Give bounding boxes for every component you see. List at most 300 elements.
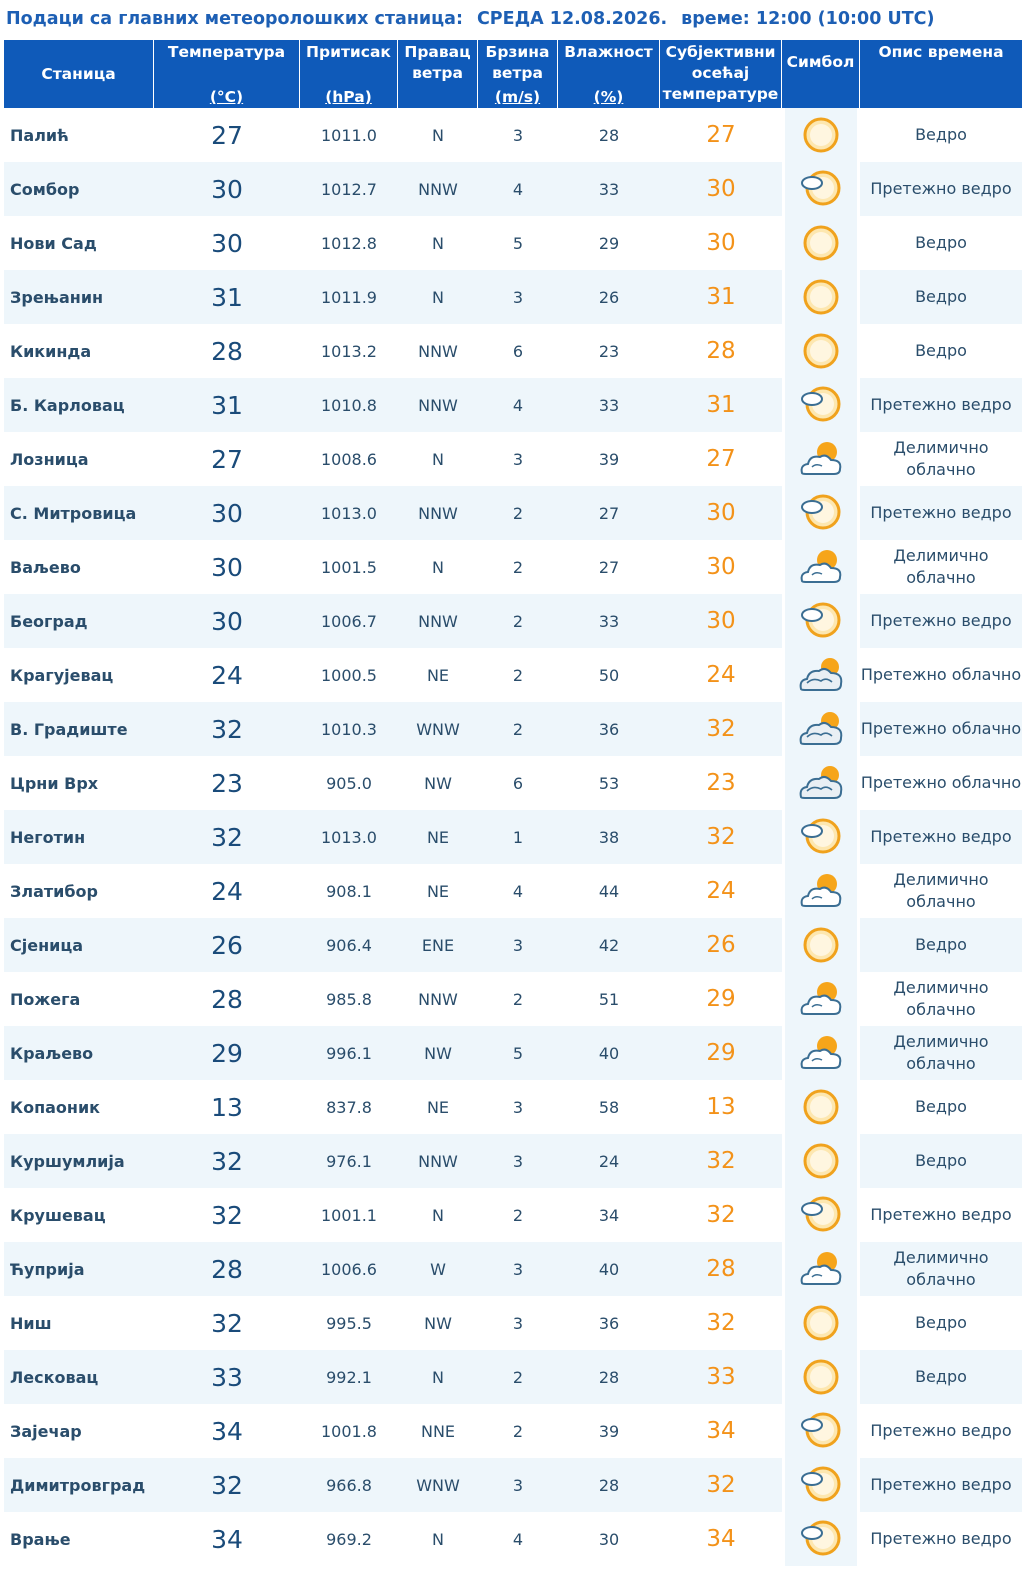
- wind-direction-value: N: [398, 1350, 478, 1404]
- wind-direction-value: NNW: [398, 1134, 478, 1188]
- wind-direction-value: ENE: [398, 918, 478, 972]
- weather-description: Ведро: [860, 270, 1022, 324]
- sun-icon: [796, 1301, 846, 1345]
- table-row: [4, 1188, 1022, 1242]
- weather-symbol-cell: [782, 1458, 860, 1512]
- pressure-value: 992.1: [300, 1350, 398, 1404]
- temperature-value: 28: [154, 324, 300, 378]
- weather-description: Претежно облачно: [860, 756, 1022, 810]
- table-row: [4, 702, 1022, 756]
- temperature-value: 26: [154, 918, 300, 972]
- header-symbol: Симбол: [782, 40, 860, 108]
- sun-icon: [796, 221, 846, 265]
- weather-stations-table: [4, 40, 1022, 1566]
- pressure-value: 976.1: [300, 1134, 398, 1188]
- weather-description: Претежно ведро: [860, 378, 1022, 432]
- temperature-value: 32: [154, 1296, 300, 1350]
- humidity-value: 39: [558, 1404, 660, 1458]
- sun-icon: [796, 329, 846, 373]
- temperature-value: 13: [154, 1080, 300, 1134]
- table-row: [4, 162, 1022, 216]
- humidity-value: 39: [558, 432, 660, 486]
- sun-small-cloud-icon: [796, 1463, 846, 1507]
- sun-icon: [796, 275, 846, 319]
- pressure-value: 1013.0: [300, 486, 398, 540]
- feels-like-value: 34: [660, 1404, 782, 1458]
- wind-speed-value: 1: [478, 810, 558, 864]
- table-row: [4, 918, 1022, 972]
- wind-direction-value: N: [398, 108, 478, 162]
- pressure-value: 996.1: [300, 1026, 398, 1080]
- temperature-value: 31: [154, 378, 300, 432]
- pressure-value: 1000.5: [300, 648, 398, 702]
- mostly-cloudy-icon: [796, 707, 846, 751]
- humidity-value: 53: [558, 756, 660, 810]
- humidity-value: 27: [558, 486, 660, 540]
- weather-symbol-cell: [782, 1512, 860, 1566]
- mostly-cloudy-icon: [796, 653, 846, 697]
- humidity-value: 58: [558, 1080, 660, 1134]
- weather-symbol-cell: [782, 1404, 860, 1458]
- sun-small-cloud-icon: [796, 167, 846, 211]
- humidity-value: 29: [558, 216, 660, 270]
- humidity-value: 30: [558, 1512, 660, 1566]
- feels-like-value: 32: [660, 1188, 782, 1242]
- temperature-value: 32: [154, 702, 300, 756]
- wind-speed-value: 2: [478, 1404, 558, 1458]
- weather-description: Делимично облачно: [860, 864, 1022, 918]
- table-row: [4, 378, 1022, 432]
- temperature-value: 28: [154, 972, 300, 1026]
- table-row: [4, 1242, 1022, 1296]
- humidity-value: 26: [558, 270, 660, 324]
- weather-description: Претежно ведро: [860, 594, 1022, 648]
- weather-description: Ведро: [860, 108, 1022, 162]
- humidity-value: 51: [558, 972, 660, 1026]
- table-row: [4, 1350, 1022, 1404]
- wind-direction-value: N: [398, 270, 478, 324]
- temperature-value: 24: [154, 648, 300, 702]
- weather-symbol-cell: [782, 594, 860, 648]
- wind-direction-value: NE: [398, 1080, 478, 1134]
- mostly-cloudy-icon: [796, 761, 846, 805]
- feels-like-value: 30: [660, 216, 782, 270]
- temperature-value: 34: [154, 1512, 300, 1566]
- temperature-value: 32: [154, 1134, 300, 1188]
- feels-like-value: 32: [660, 1458, 782, 1512]
- partly-cloudy-icon: [796, 1031, 846, 1075]
- station-name: Београд: [4, 594, 154, 648]
- wind-direction-value: N: [398, 216, 478, 270]
- wind-direction-value: N: [398, 1188, 478, 1242]
- feels-like-value: 31: [660, 270, 782, 324]
- feels-like-value: 30: [660, 162, 782, 216]
- sun-small-cloud-icon: [796, 1193, 846, 1237]
- station-name: Лозница: [4, 432, 154, 486]
- title-day-date: СРЕДА 12.08.2026.: [476, 9, 668, 29]
- sun-small-cloud-icon: [796, 1517, 846, 1561]
- temperature-value: 30: [154, 216, 300, 270]
- pressure-value: 1006.7: [300, 594, 398, 648]
- weather-symbol-cell: [782, 810, 860, 864]
- feels-like-value: 31: [660, 378, 782, 432]
- temperature-value: 27: [154, 432, 300, 486]
- table-row: [4, 1134, 1022, 1188]
- wind-direction-value: W: [398, 1242, 478, 1296]
- temperature-value: 32: [154, 810, 300, 864]
- sun-icon: [796, 923, 846, 967]
- feels-like-value: 29: [660, 1026, 782, 1080]
- weather-symbol-cell: [782, 648, 860, 702]
- header-row: [4, 40, 1022, 108]
- temperature-value: 27: [154, 108, 300, 162]
- humidity-value: 40: [558, 1242, 660, 1296]
- weather-description: Ведро: [860, 216, 1022, 270]
- temperature-value: 34: [154, 1404, 300, 1458]
- sun-small-cloud-icon: [796, 491, 846, 535]
- weather-description: Претежно ведро: [860, 1458, 1022, 1512]
- station-name: Врање: [4, 1512, 154, 1566]
- wind-direction-value: N: [398, 1512, 478, 1566]
- title-time: време: 12:00 (10:00 UTC): [681, 9, 935, 29]
- title-prefix: Подаци са главних метеоролошких станица:: [6, 9, 463, 29]
- feels-like-value: 24: [660, 648, 782, 702]
- humidity-value: 38: [558, 810, 660, 864]
- wind-direction-value: N: [398, 540, 478, 594]
- sun-small-cloud-icon: [796, 1409, 846, 1453]
- pressure-value: 1013.0: [300, 810, 398, 864]
- weather-description: Ведро: [860, 324, 1022, 378]
- station-name: Сомбор: [4, 162, 154, 216]
- header-humidity: Влажност (%): [558, 40, 660, 108]
- table-row: [4, 1404, 1022, 1458]
- wind-speed-value: 3: [478, 108, 558, 162]
- station-name: Куршумлија: [4, 1134, 154, 1188]
- wind-direction-value: NNW: [398, 324, 478, 378]
- weather-description: Претежно ведро: [860, 1404, 1022, 1458]
- table-body: [4, 108, 1022, 1566]
- weather-description: Делимично облачно: [860, 1026, 1022, 1080]
- weather-symbol-cell: [782, 1350, 860, 1404]
- feels-like-value: 27: [660, 432, 782, 486]
- header-wind-speed: Брзина ветра (m/s): [478, 40, 558, 108]
- station-name: С. Митровица: [4, 486, 154, 540]
- wind-speed-value: 3: [478, 1242, 558, 1296]
- table-row: [4, 864, 1022, 918]
- humidity-value: 36: [558, 702, 660, 756]
- wind-speed-value: 6: [478, 324, 558, 378]
- table-row: [4, 1080, 1022, 1134]
- header-temperature: Температура (°C): [154, 40, 300, 108]
- station-name: Димитровград: [4, 1458, 154, 1512]
- humidity-value: 27: [558, 540, 660, 594]
- weather-symbol-cell: [782, 270, 860, 324]
- wind-speed-value: 3: [478, 270, 558, 324]
- temperature-value: 30: [154, 540, 300, 594]
- station-name: Ваљево: [4, 540, 154, 594]
- table-row: [4, 270, 1022, 324]
- feels-like-value: 32: [660, 1296, 782, 1350]
- header-description: Опис времена: [860, 40, 1022, 108]
- pressure-value: 1011.9: [300, 270, 398, 324]
- temperature-value: 29: [154, 1026, 300, 1080]
- station-name: Краљево: [4, 1026, 154, 1080]
- feels-like-value: 30: [660, 486, 782, 540]
- weather-symbol-cell: [782, 756, 860, 810]
- humidity-value: 23: [558, 324, 660, 378]
- weather-description: Ведро: [860, 1350, 1022, 1404]
- wind-speed-value: 2: [478, 1188, 558, 1242]
- pressure-value: 908.1: [300, 864, 398, 918]
- weather-symbol-cell: [782, 486, 860, 540]
- station-name: Златибор: [4, 864, 154, 918]
- pressure-value: 1012.8: [300, 216, 398, 270]
- pressure-value: 1013.2: [300, 324, 398, 378]
- temperature-value: 33: [154, 1350, 300, 1404]
- feels-like-value: 30: [660, 594, 782, 648]
- station-name: Кикинда: [4, 324, 154, 378]
- pressure-value: 1011.0: [300, 108, 398, 162]
- wind-direction-value: NNW: [398, 972, 478, 1026]
- weather-description: Претежно ведро: [860, 162, 1022, 216]
- table-row: [4, 756, 1022, 810]
- header-pressure: Притисак (hPa): [300, 40, 398, 108]
- humidity-value: 28: [558, 1458, 660, 1512]
- weather-description: Претежно ведро: [860, 1188, 1022, 1242]
- feels-like-value: 28: [660, 1242, 782, 1296]
- wind-speed-value: 6: [478, 756, 558, 810]
- humidity-value: 28: [558, 1350, 660, 1404]
- wind-speed-value: 2: [478, 648, 558, 702]
- temperature-value: 32: [154, 1458, 300, 1512]
- weather-symbol-cell: [782, 864, 860, 918]
- feels-like-value: 26: [660, 918, 782, 972]
- wind-direction-value: WNW: [398, 702, 478, 756]
- partly-cloudy-icon: [796, 437, 846, 481]
- weather-description: Ведро: [860, 1080, 1022, 1134]
- wind-direction-value: NE: [398, 810, 478, 864]
- weather-description: Делимично облачно: [860, 540, 1022, 594]
- pressure-value: 905.0: [300, 756, 398, 810]
- humidity-value: 24: [558, 1134, 660, 1188]
- weather-symbol-cell: [782, 540, 860, 594]
- feels-like-value: 33: [660, 1350, 782, 1404]
- feels-like-value: 32: [660, 1134, 782, 1188]
- weather-description: Претежно облачно: [860, 702, 1022, 756]
- wind-speed-value: 2: [478, 1350, 558, 1404]
- wind-speed-value: 5: [478, 216, 558, 270]
- partly-cloudy-icon: [796, 977, 846, 1021]
- station-name: В. Градиште: [4, 702, 154, 756]
- feels-like-value: 23: [660, 756, 782, 810]
- partly-cloudy-icon: [796, 869, 846, 913]
- station-name: Ћуприја: [4, 1242, 154, 1296]
- wind-direction-value: NNW: [398, 486, 478, 540]
- wind-speed-value: 3: [478, 918, 558, 972]
- station-name: Неготин: [4, 810, 154, 864]
- station-name: Зајечар: [4, 1404, 154, 1458]
- wind-direction-value: NE: [398, 648, 478, 702]
- wind-speed-value: 2: [478, 594, 558, 648]
- humidity-value: 33: [558, 378, 660, 432]
- weather-symbol-cell: [782, 1242, 860, 1296]
- weather-symbol-cell: [782, 972, 860, 1026]
- feels-like-value: 34: [660, 1512, 782, 1566]
- table-row: [4, 648, 1022, 702]
- temperature-value: 28: [154, 1242, 300, 1296]
- humidity-value: 28: [558, 108, 660, 162]
- weather-description: Претежно облачно: [860, 648, 1022, 702]
- weather-description: Ведро: [860, 918, 1022, 972]
- sun-small-cloud-icon: [796, 599, 846, 643]
- weather-symbol-cell: [782, 432, 860, 486]
- temperature-value: 31: [154, 270, 300, 324]
- wind-speed-value: 2: [478, 972, 558, 1026]
- pressure-value: 1001.5: [300, 540, 398, 594]
- wind-direction-value: NNW: [398, 594, 478, 648]
- temperature-value: 30: [154, 162, 300, 216]
- weather-symbol-cell: [782, 1188, 860, 1242]
- wind-direction-value: NW: [398, 1026, 478, 1080]
- wind-direction-value: N: [398, 432, 478, 486]
- humidity-value: 34: [558, 1188, 660, 1242]
- wind-speed-value: 4: [478, 162, 558, 216]
- table-row: [4, 1458, 1022, 1512]
- weather-symbol-cell: [782, 1296, 860, 1350]
- temperature-value: 30: [154, 594, 300, 648]
- table-row: [4, 108, 1022, 162]
- station-name: Копаоник: [4, 1080, 154, 1134]
- temperature-value: 23: [154, 756, 300, 810]
- weather-symbol-cell: [782, 918, 860, 972]
- weather-symbol-cell: [782, 324, 860, 378]
- table-row: [4, 972, 1022, 1026]
- partly-cloudy-icon: [796, 545, 846, 589]
- table-row: [4, 432, 1022, 486]
- station-name: Крагујевац: [4, 648, 154, 702]
- station-name: Крушевац: [4, 1188, 154, 1242]
- humidity-value: 44: [558, 864, 660, 918]
- weather-description: Делимично облачно: [860, 432, 1022, 486]
- wind-direction-value: NNE: [398, 1404, 478, 1458]
- wind-speed-value: 4: [478, 1512, 558, 1566]
- feels-like-value: 32: [660, 702, 782, 756]
- weather-description: Претежно ведро: [860, 810, 1022, 864]
- header-wind-direction: Правац ветра: [398, 40, 478, 108]
- weather-symbol-cell: [782, 216, 860, 270]
- wind-speed-value: 4: [478, 378, 558, 432]
- table-row: [4, 594, 1022, 648]
- wind-speed-value: 3: [478, 1458, 558, 1512]
- pressure-value: 995.5: [300, 1296, 398, 1350]
- temperature-value: 24: [154, 864, 300, 918]
- pressure-value: 966.8: [300, 1458, 398, 1512]
- station-name: Зрењанин: [4, 270, 154, 324]
- pressure-value: 1008.6: [300, 432, 398, 486]
- weather-symbol-cell: [782, 162, 860, 216]
- wind-speed-value: 3: [478, 1134, 558, 1188]
- pressure-value: 969.2: [300, 1512, 398, 1566]
- wind-speed-value: 2: [478, 702, 558, 756]
- temperature-value: 30: [154, 486, 300, 540]
- humidity-value: 40: [558, 1026, 660, 1080]
- humidity-value: 42: [558, 918, 660, 972]
- weather-symbol-cell: [782, 702, 860, 756]
- sun-icon: [796, 1139, 846, 1183]
- feels-like-value: 24: [660, 864, 782, 918]
- station-name: Сјеница: [4, 918, 154, 972]
- humidity-value: 50: [558, 648, 660, 702]
- weather-symbol-cell: [782, 378, 860, 432]
- header-station: Станица: [4, 40, 154, 108]
- pressure-value: 985.8: [300, 972, 398, 1026]
- humidity-value: 33: [558, 594, 660, 648]
- wind-direction-value: NW: [398, 1296, 478, 1350]
- pressure-value: 1010.3: [300, 702, 398, 756]
- table-row: [4, 810, 1022, 864]
- table-row: [4, 1512, 1022, 1566]
- weather-description: Ведро: [860, 1134, 1022, 1188]
- wind-direction-value: NNW: [398, 162, 478, 216]
- table-row: [4, 324, 1022, 378]
- weather-symbol-cell: [782, 1080, 860, 1134]
- sun-small-cloud-icon: [796, 383, 846, 427]
- weather-description: Претежно ведро: [860, 1512, 1022, 1566]
- wind-speed-value: 3: [478, 1296, 558, 1350]
- pressure-value: 1006.6: [300, 1242, 398, 1296]
- header-feels-like: Субјективни осећај температуре: [660, 40, 782, 108]
- pressure-value: 1012.7: [300, 162, 398, 216]
- station-name: Б. Карловац: [4, 378, 154, 432]
- page-title: [0, 0, 1024, 40]
- humidity-value: 36: [558, 1296, 660, 1350]
- wind-speed-value: 3: [478, 1080, 558, 1134]
- pressure-value: 1010.8: [300, 378, 398, 432]
- humidity-value: 33: [558, 162, 660, 216]
- table-row: [4, 540, 1022, 594]
- station-name: Лесковац: [4, 1350, 154, 1404]
- wind-speed-value: 2: [478, 486, 558, 540]
- wind-speed-value: 5: [478, 1026, 558, 1080]
- partly-cloudy-icon: [796, 1247, 846, 1291]
- wind-speed-value: 4: [478, 864, 558, 918]
- feels-like-value: 30: [660, 540, 782, 594]
- pressure-value: 837.8: [300, 1080, 398, 1134]
- weather-description: Делимично облачно: [860, 1242, 1022, 1296]
- feels-like-value: 32: [660, 810, 782, 864]
- pressure-value: 1001.1: [300, 1188, 398, 1242]
- wind-direction-value: WNW: [398, 1458, 478, 1512]
- table-row: [4, 1026, 1022, 1080]
- temperature-value: 32: [154, 1188, 300, 1242]
- wind-direction-value: NW: [398, 756, 478, 810]
- wind-speed-value: 3: [478, 432, 558, 486]
- wind-direction-value: NE: [398, 864, 478, 918]
- feels-like-value: 28: [660, 324, 782, 378]
- weather-description: Ведро: [860, 1296, 1022, 1350]
- weather-symbol-cell: [782, 1134, 860, 1188]
- sun-icon: [796, 1085, 846, 1129]
- feels-like-value: 13: [660, 1080, 782, 1134]
- sun-icon: [796, 113, 846, 157]
- sun-small-cloud-icon: [796, 815, 846, 859]
- table-row: [4, 1296, 1022, 1350]
- station-name: Палић: [4, 108, 154, 162]
- weather-symbol-cell: [782, 108, 860, 162]
- weather-description: Делимично облачно: [860, 972, 1022, 1026]
- sun-icon: [796, 1355, 846, 1399]
- station-name: Пожега: [4, 972, 154, 1026]
